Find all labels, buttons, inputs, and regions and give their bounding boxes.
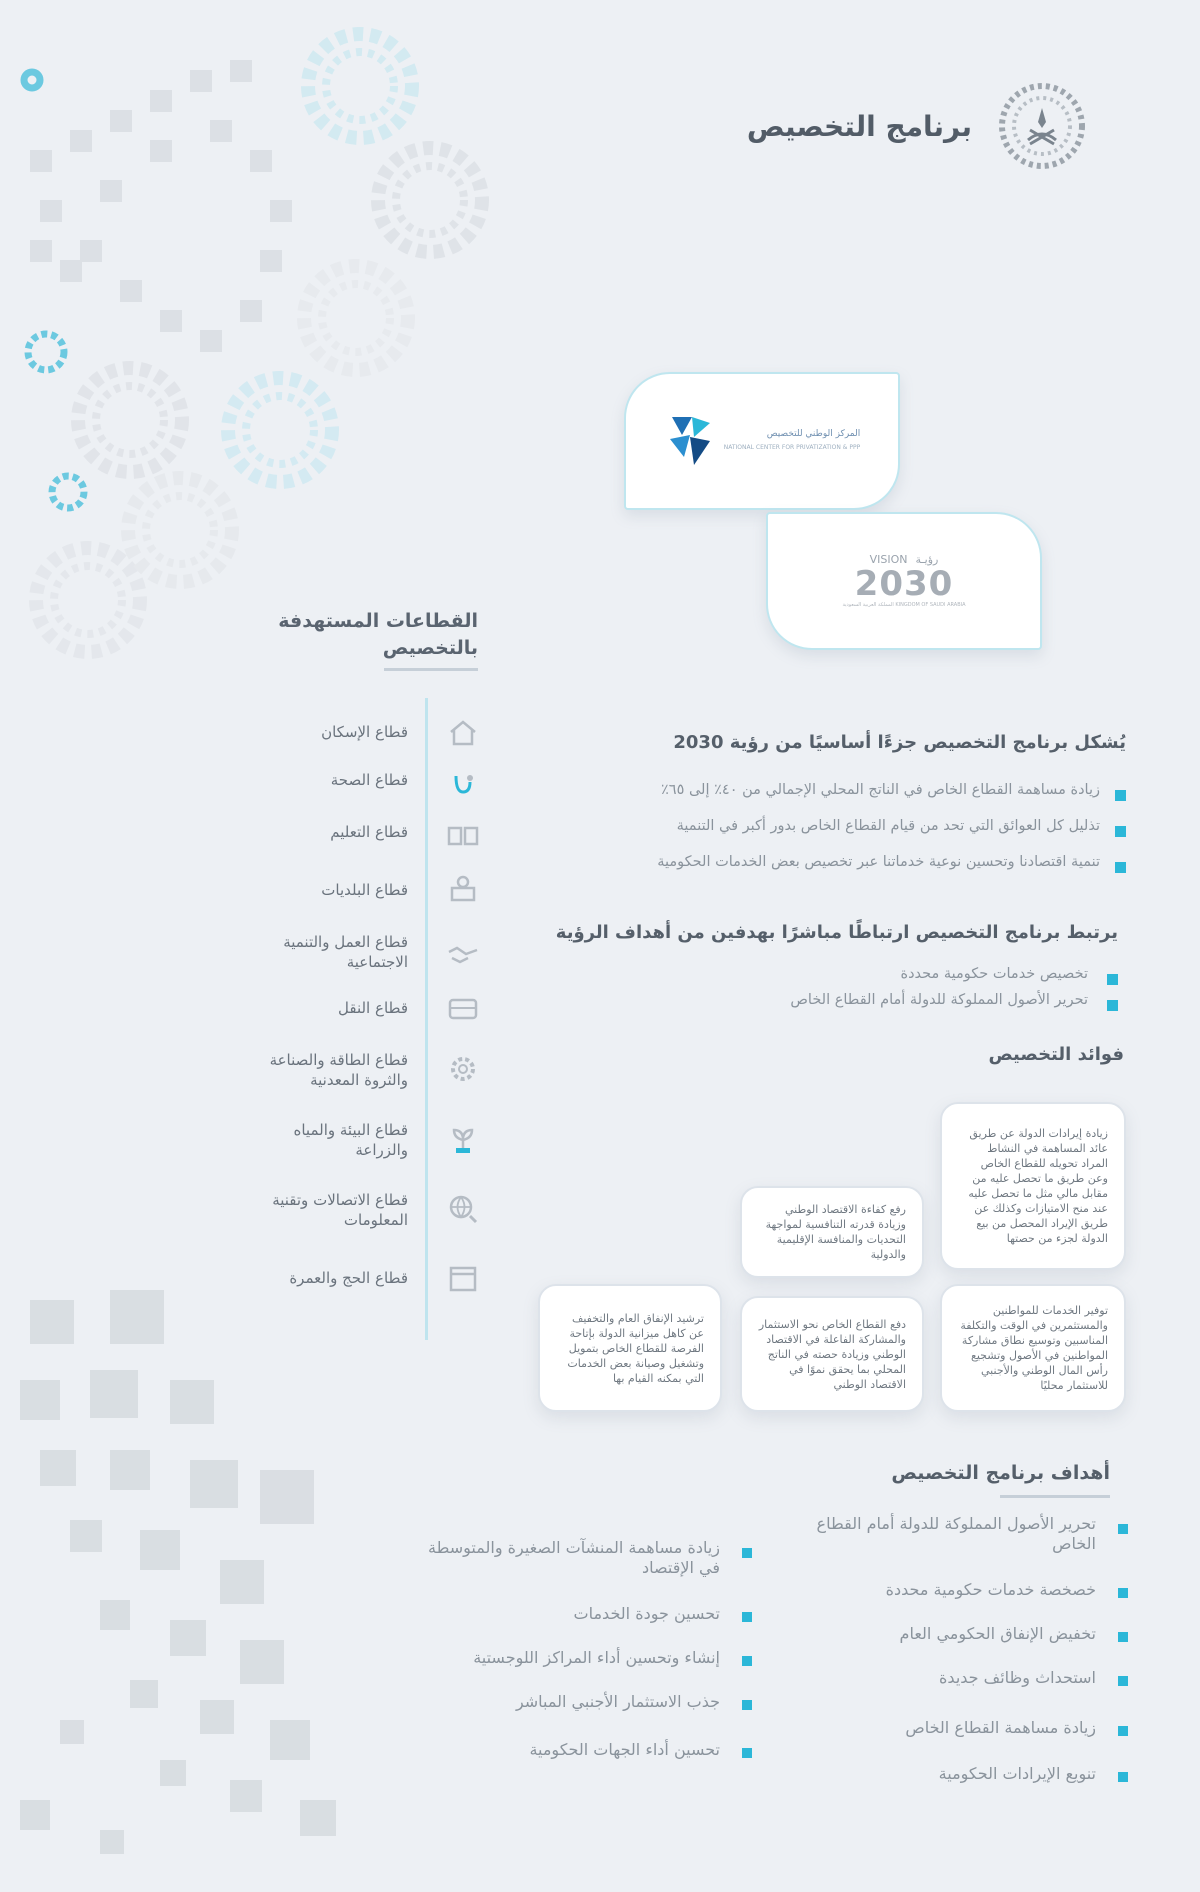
sectors-title	[178, 608, 478, 662]
ncp-logo-card	[624, 372, 900, 510]
sectors-underline	[384, 668, 478, 671]
square-pattern-bottom	[20, 1290, 336, 1854]
sector-item-health: قطاع الصحة	[330, 771, 408, 789]
benefits-title: فوائد التخصيص	[988, 1044, 1124, 1065]
vision-label-ar: رؤيـة	[915, 553, 939, 566]
goal-marker-r2	[1118, 1588, 1128, 1598]
goal-marker-l5	[742, 1748, 752, 1758]
goal-marker-r4	[1118, 1676, 1128, 1686]
benefit-card-efficiency: رفع كفاءة الاقتصاد الوطني وزيادة قدرته التنافسية لمواجهة التحديات والمنافسة الإقليمية والدولية	[740, 1186, 924, 1278]
sectors-title-line2: بالتخصيص	[382, 637, 478, 659]
municipality-icon	[446, 872, 480, 906]
rosette-cluster-top	[36, 34, 482, 652]
goal-left-1: زيادة مساهمة المنشآت الصغيرة والمتوسطة في الإقتصاد	[428, 1538, 720, 1577]
sector-item-transport: قطاع النقل	[338, 999, 408, 1017]
sector-item-environment: قطاع البيئة والمياه والزراعة	[293, 1121, 408, 1159]
vision-2030-logo	[842, 553, 965, 609]
vision-year: 2030	[854, 564, 954, 604]
vision-bullet-3: تنمية اقتصادنا وتحسين نوعية خدماتنا عبر تخصيص بعض الخدمات الحكومية	[657, 854, 1100, 870]
goal-marker-l1	[742, 1548, 752, 1558]
vision-label-en: VISION	[869, 553, 908, 566]
vision-bullet-1: زيادة مساهمة القطاع الخاص في الناتج المحلي الإجمالي من ٤٠٪ إلى ٦٥٪	[660, 782, 1100, 798]
globe-icon	[446, 1192, 480, 1226]
sector-item-municipal: قطاع البلديات	[321, 881, 408, 899]
vision-bullet-marker-3	[1115, 862, 1126, 873]
ncp-logo-icon	[664, 413, 716, 469]
benefit-card-private-sector: دفع القطاع الخاص نحو الاستثمار والمشاركة الفاعلة في الاقتصاد الوطني وزيادة حصته في الناتج المحلي بما يحقق نموًا في الاقتصاد الوطني	[740, 1296, 924, 1412]
goal-right-1: تحرير الأصول المملوكة للدولة أمام القطاع الخاص	[816, 1514, 1096, 1553]
goal-left-2: تحسين جودة الخدمات	[573, 1604, 720, 1623]
goal-marker-r6	[1118, 1772, 1128, 1782]
benefit-card-spending: ترشيد الإنفاق العام والتخفيف عن كاهل ميزانية الدولة بإتاحة الفرصة للقطاع الخاص بتمويل وتشغيل وصيانة بعض الخدمات التي بمكنه القيام بها	[538, 1284, 722, 1412]
goals-underline	[1000, 1495, 1110, 1498]
ncp-name-en: NATIONAL CENTER FOR PRIVATIZATION & PPP	[723, 444, 861, 451]
sector-item-education: قطاع التعليم	[330, 823, 408, 841]
goal-marker-l2	[742, 1612, 752, 1622]
link-section-title: يرتبط برنامج التخصيص ارتباطًا مباشرًا بهدفين من أهداف الرؤية	[555, 922, 1118, 943]
goal-marker-r3	[1118, 1632, 1128, 1642]
kaaba-icon	[446, 1262, 480, 1296]
sectors-divider	[425, 698, 428, 1340]
ncp-logo-text	[724, 428, 860, 454]
sector-item-telecom: قطاع الاتصالات وتقنية المعلومات	[272, 1191, 408, 1229]
goal-right-4: استحداث وظائف جديدة	[939, 1668, 1096, 1687]
goal-right-6: تنويع الإيرادات الحكومية	[938, 1764, 1096, 1783]
goals-title: أهداف برنامج التخصيص	[891, 1462, 1110, 1484]
vision-bullet-2: تذليل كل العوائق التي تحد من قيام القطاع الخاص بدور أكبر في التنمية	[676, 818, 1100, 834]
saudi-emblem-icon	[994, 78, 1090, 174]
goal-left-3: إنشاء وتحسين أداء المراكز اللوجستية	[473, 1648, 720, 1667]
book-icon	[446, 818, 480, 852]
benefit-card-revenue: زيادة إيرادات الدولة عن طريق عائد المساهمة في النشاط المراد تحويله للقطاع الخاص وعن طريق ما تحصل عليه من مقابل مالي مثل ما تحصل عليه عند منح الامتيازات وكذلك عن طريق الإيراد المحصل من بيع الدولة لجزء من حصتها	[940, 1102, 1126, 1270]
goal-marker-l4	[742, 1700, 752, 1710]
house-icon	[446, 716, 480, 750]
handshake-icon	[446, 938, 480, 972]
benefit-card-services: توفير الخدمات للمواطنين والمستثمرين في الوقت والتكلفة المناسبين وتوسيع نطاق مشاركة المواطنين في الأصول وتشجيع رأس المال الوطني والأجنبي للاستثمار محليًا	[940, 1284, 1126, 1412]
sectors-title-line1: القطاعات المستهدفة	[278, 610, 478, 632]
goal-right-2: خصخصة خدمات حكومية محددة	[885, 1580, 1096, 1599]
vision-bullet-marker-2	[1115, 826, 1126, 837]
vision-bullet-marker-1	[1115, 790, 1126, 801]
goal-left-5: تحسين أداء الجهات الحكومية	[529, 1740, 720, 1759]
sector-item-labor: قطاع العمل والتنمية الاجتماعية	[283, 933, 408, 971]
sector-item-housing: قطاع الإسكان	[321, 723, 408, 741]
link-bullet-2: تحرير الأصول المملوكة للدولة أمام القطاع الخاص	[790, 992, 1088, 1008]
sector-item-hajj: قطاع الحج والعمرة	[289, 1269, 408, 1287]
page-title: برنامج التخصيص	[746, 109, 972, 143]
goal-right-3: تخفيض الإنفاق الحكومي العام	[899, 1624, 1096, 1643]
health-icon	[446, 766, 480, 800]
link-bullet-marker-1	[1107, 974, 1118, 985]
gear-decorations	[24, 72, 84, 508]
header	[747, 78, 1090, 174]
vision-2030-card	[766, 512, 1042, 650]
vision-subtitle: المملكة العربية السعودية KINGDOM OF SAUDI ARABIA	[842, 602, 966, 608]
vision-section-title: يُشكل برنامج التخصيص جزءًا أساسيًا من رؤية 2030	[673, 732, 1126, 753]
sector-item-energy: قطاع الطاقة والصناعة والثروة المعدنية	[269, 1051, 408, 1089]
ncp-name-ar: المركز الوطني للتخصيص	[766, 429, 861, 439]
goal-marker-r5	[1118, 1726, 1128, 1736]
link-bullet-1: تخصيص خدمات حكومية محددة	[900, 966, 1088, 982]
goal-marker-l3	[742, 1656, 752, 1666]
goal-right-5: زيادة مساهمة القطاع الخاص	[905, 1718, 1096, 1737]
link-bullet-marker-2	[1107, 1000, 1118, 1011]
goal-marker-r1	[1118, 1524, 1128, 1534]
plant-icon	[446, 1122, 480, 1156]
square-pattern-top	[30, 60, 292, 352]
goal-left-4: جذب الاستثمار الأجنبي المباشر	[515, 1692, 720, 1711]
bus-icon	[446, 992, 480, 1026]
gear-icon	[446, 1052, 480, 1086]
